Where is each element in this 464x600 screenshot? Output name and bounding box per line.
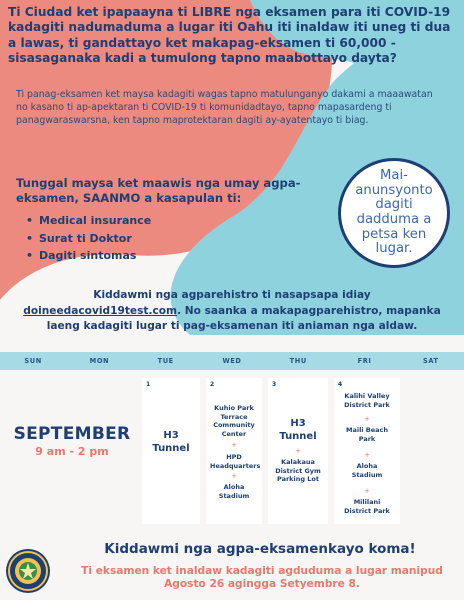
date-number: 4 [338, 381, 343, 388]
headline: Ti Ciudad ket ipapaayna ti LIBRE nga eksamen para iti COVID-19 kadagiti nadumaduma a lugar iti Oahu iti inaldaw iti uneg ti dua a lawas, ti gandattayo ket makapag-eksamen ti 60,000 - sisasaganaka kadi a tumulong tapno maabottayo dayta? [8, 5, 451, 65]
site-name: Kalihi Valley District Park [344, 392, 390, 409]
plus-separator: + [295, 447, 301, 455]
day-fri: FRI [357, 357, 372, 365]
plus-separator: + [364, 487, 370, 495]
site-name: H3 Tunnel [152, 430, 190, 454]
weekday-header [0, 352, 464, 370]
date-number: 1 [146, 381, 151, 388]
announcement-text: Mai-anunsyonto dagiti dadduma a petsa ken lugar. [355, 168, 433, 257]
month-block [4, 424, 140, 460]
site-name: Kalakaua District Gym Parking Lot [275, 458, 321, 484]
calendar-cell-4 [334, 378, 400, 524]
registration-note [10, 288, 454, 335]
testing-dates-note: Ti eksamen ket inaldaw kadagiti agduduma a lugar manipud Agosto 26 agingga Setyembre 8. [81, 565, 443, 591]
day-tue: TUE [157, 357, 174, 365]
list-item: • Surat ti Doktor [26, 230, 151, 248]
day-mon: MON [89, 357, 110, 365]
plus-separator: + [364, 451, 370, 459]
site-name: Maili Beach Park [345, 426, 389, 443]
date-number: 3 [272, 381, 277, 388]
city-seal-icon [5, 548, 51, 594]
invitation-text: Tunggal maysa ket maawis nga umay agpa-eksamen, SAANMO a kasapulan ti: [16, 176, 301, 205]
site-name: Aloha Stadium [218, 483, 250, 500]
site-name: Mililani District Park [344, 498, 390, 515]
day-wed: WED [222, 357, 242, 365]
list-item: • Dagiti sintomas [26, 247, 151, 265]
day-sun: SUN [24, 357, 42, 365]
month-label: SEPTEMBER [13, 424, 131, 444]
call-to-action: Kiddawmi nga agpa-eksamenkayo koma! [104, 541, 416, 557]
register-line2: . No saanka a makapagparehistro, mapanka laeng kadagiti lugar ti pag-eksamenan iti aniaman nga aldaw. [46, 304, 441, 333]
requirements-list [26, 212, 151, 265]
day-thu: THU [289, 357, 307, 365]
site-name: Kuhio Park Terrace Community Center [213, 404, 255, 438]
calendar-cell-2 [206, 378, 262, 524]
register-line1: Kiddawmi nga agparehistro ti nasapsapa idiay [93, 289, 371, 301]
site-name: H3 Tunnel [279, 418, 317, 442]
site-name: HPD Headquarters [210, 453, 261, 470]
plus-separator: + [231, 441, 237, 449]
site-name: Aloha Stadium [351, 462, 383, 479]
calendar-cell-3 [268, 378, 328, 524]
plus-separator: + [231, 472, 237, 480]
calendar-cell-1 [142, 378, 200, 524]
announcement-circle [338, 158, 450, 268]
list-item: • Medical insurance [26, 212, 151, 230]
plus-separator: + [364, 415, 370, 423]
date-number: 2 [210, 381, 215, 388]
intro-paragraph: Ti panag-eksamen ket maysa kadagiti wagas tapno matulunganyo dakami a maaawatan no kasano ti ap-apektaran ti COVID-19 ti komunidadtayo, tapno mapasardeng ti panagwaraswarsna, ken tapno maprotektaran dagiti ay-ayatentayo ti biag. [16, 89, 433, 127]
register-link[interactable]: doineedacovid19test.com [23, 304, 178, 317]
time-range: 9 am - 2 pm [35, 445, 109, 458]
day-sat: SAT [423, 357, 439, 365]
